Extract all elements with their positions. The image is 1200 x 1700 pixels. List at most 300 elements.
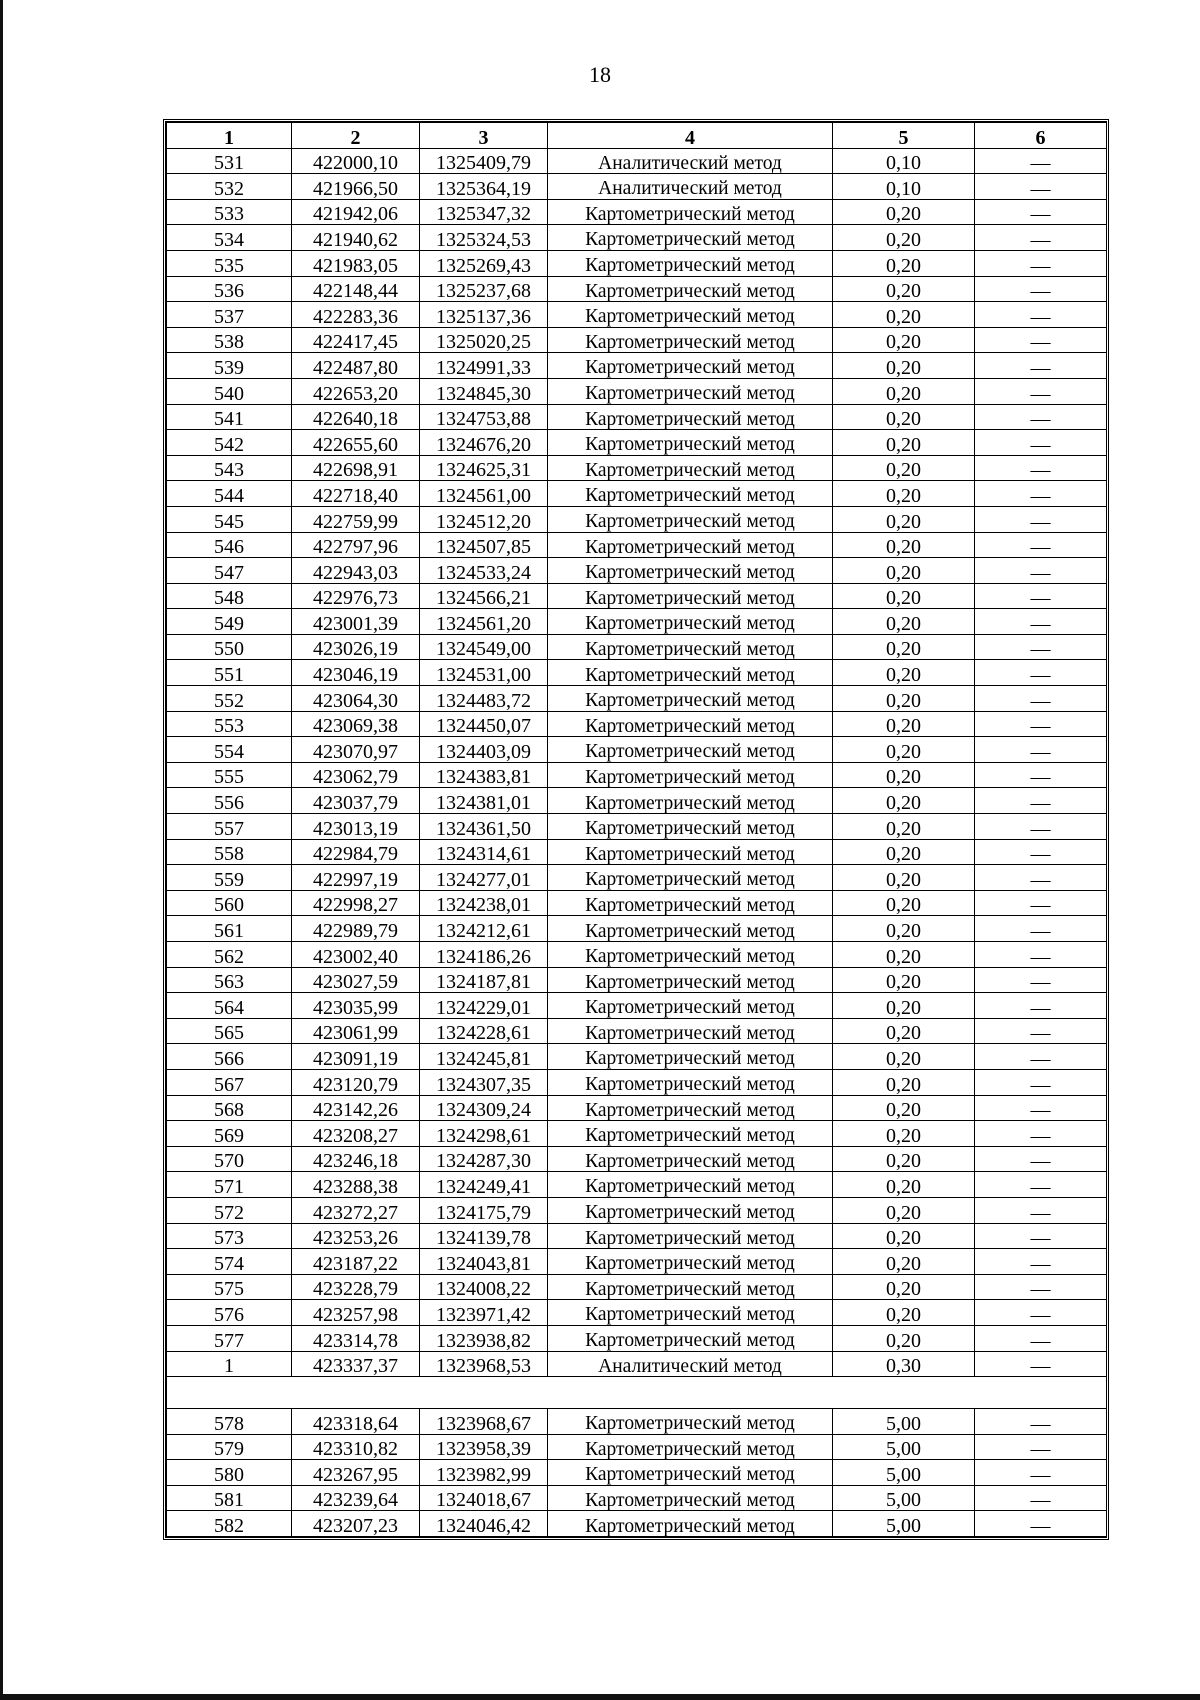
note-cell: — (975, 174, 1107, 200)
x-coordinate-cell: 421983,05 (292, 250, 420, 276)
method-cell: Картометрический метод (548, 762, 833, 788)
point-number-cell: 568 (167, 1095, 292, 1121)
method-cell: Картометрический метод (548, 481, 833, 507)
method-cell: Картометрический метод (548, 327, 833, 353)
point-number-cell: 546 (167, 532, 292, 558)
point-number-cell: 563 (167, 967, 292, 993)
table-row (167, 1146, 1107, 1172)
accuracy-cell: 0,20 (833, 686, 975, 712)
x-coordinate-cell: 422984,79 (292, 839, 420, 865)
point-number-cell: 576 (167, 1300, 292, 1326)
accuracy-cell: 0,20 (833, 583, 975, 609)
table-row (167, 1511, 1107, 1537)
accuracy-cell: 0,20 (833, 481, 975, 507)
x-coordinate-cell: 421940,62 (292, 225, 420, 251)
table-row (167, 506, 1107, 532)
x-coordinate-cell: 423208,27 (292, 1121, 420, 1147)
y-coordinate-cell: 1324991,33 (420, 353, 548, 379)
y-coordinate-cell: 1323968,53 (420, 1351, 548, 1377)
accuracy-cell: 0,20 (833, 967, 975, 993)
x-coordinate-cell: 422487,80 (292, 353, 420, 379)
accuracy-cell: 0,20 (833, 250, 975, 276)
table-row (167, 942, 1107, 968)
accuracy-cell: 0,20 (833, 302, 975, 328)
method-cell: Картометрический метод (548, 1300, 833, 1326)
table-row (167, 276, 1107, 302)
note-cell: — (975, 506, 1107, 532)
method-cell: Картометрический метод (548, 865, 833, 891)
point-number-cell: 537 (167, 302, 292, 328)
point-number-cell: 569 (167, 1121, 292, 1147)
x-coordinate-cell: 421966,50 (292, 174, 420, 200)
accuracy-cell: 0,20 (833, 1146, 975, 1172)
accuracy-cell: 0,20 (833, 506, 975, 532)
accuracy-cell: 0,20 (833, 455, 975, 481)
point-number-cell: 548 (167, 583, 292, 609)
note-cell: — (975, 250, 1107, 276)
y-coordinate-cell: 1324043,81 (420, 1249, 548, 1275)
table-row (167, 1069, 1107, 1095)
x-coordinate-cell: 423013,19 (292, 814, 420, 840)
x-coordinate-cell: 423272,27 (292, 1197, 420, 1223)
method-cell: Картометрический метод (548, 1095, 833, 1121)
point-number-cell: 541 (167, 404, 292, 430)
method-cell: Картометрический метод (548, 1044, 833, 1070)
x-coordinate-cell: 423239,64 (292, 1485, 420, 1511)
point-number-cell: 572 (167, 1197, 292, 1223)
point-number-cell: 575 (167, 1274, 292, 1300)
table-row (167, 762, 1107, 788)
point-number-cell: 581 (167, 1485, 292, 1511)
method-cell: Картометрический метод (548, 1197, 833, 1223)
note-cell: — (975, 455, 1107, 481)
method-cell: Аналитический метод (548, 148, 833, 174)
point-number-cell: 538 (167, 327, 292, 353)
method-cell: Картометрический метод (548, 660, 833, 686)
point-number-cell: 565 (167, 1018, 292, 1044)
point-number-cell: 533 (167, 199, 292, 225)
table-row (167, 1274, 1107, 1300)
table-row (167, 455, 1107, 481)
accuracy-cell: 0,20 (833, 404, 975, 430)
accuracy-cell: 0,10 (833, 148, 975, 174)
table-row (167, 609, 1107, 635)
x-coordinate-cell: 423046,19 (292, 660, 420, 686)
point-number-cell: 557 (167, 814, 292, 840)
note-cell: — (975, 890, 1107, 916)
point-number-cell: 550 (167, 634, 292, 660)
point-number-cell: 578 (167, 1409, 292, 1435)
point-number-cell: 1 (167, 1351, 292, 1377)
note-cell: — (975, 1197, 1107, 1223)
accuracy-cell: 0,20 (833, 1300, 975, 1326)
accuracy-cell: 0,10 (833, 174, 975, 200)
point-number-cell: 536 (167, 276, 292, 302)
x-coordinate-cell: 423064,30 (292, 686, 420, 712)
accuracy-cell: 0,20 (833, 890, 975, 916)
point-number-cell: 547 (167, 558, 292, 584)
note-cell: — (975, 1044, 1107, 1070)
point-number-cell: 570 (167, 1146, 292, 1172)
x-coordinate-cell: 423310,82 (292, 1434, 420, 1460)
accuracy-cell: 0,20 (833, 1249, 975, 1275)
x-coordinate-cell: 422759,99 (292, 506, 420, 532)
method-cell: Картометрический метод (548, 1485, 833, 1511)
accuracy-cell: 0,20 (833, 378, 975, 404)
y-coordinate-cell: 1325269,43 (420, 250, 548, 276)
point-number-cell: 567 (167, 1069, 292, 1095)
y-coordinate-cell: 1324361,50 (420, 814, 548, 840)
table-row (167, 1300, 1107, 1326)
y-coordinate-cell: 1324561,20 (420, 609, 548, 635)
method-cell: Картометрический метод (548, 1146, 833, 1172)
point-number-cell: 566 (167, 1044, 292, 1070)
note-cell: — (975, 532, 1107, 558)
note-cell: — (975, 225, 1107, 251)
point-number-cell: 532 (167, 174, 292, 200)
point-number-cell: 582 (167, 1511, 292, 1537)
note-cell: — (975, 1409, 1107, 1435)
x-coordinate-cell: 422640,18 (292, 404, 420, 430)
table-row (167, 327, 1107, 353)
y-coordinate-cell: 1325409,79 (420, 148, 548, 174)
method-cell: Картометрический метод (548, 609, 833, 635)
note-cell: — (975, 609, 1107, 635)
method-cell: Картометрический метод (548, 378, 833, 404)
table-row (167, 481, 1107, 507)
y-coordinate-cell: 1324549,00 (420, 634, 548, 660)
accuracy-cell: 0,20 (833, 993, 975, 1019)
note-cell: — (975, 993, 1107, 1019)
column-header: 1 (167, 123, 292, 149)
table-row (167, 302, 1107, 328)
accuracy-cell: 0,20 (833, 609, 975, 635)
point-number-cell: 573 (167, 1223, 292, 1249)
note-cell: — (975, 1460, 1107, 1486)
note-cell: — (975, 711, 1107, 737)
accuracy-cell: 5,00 (833, 1434, 975, 1460)
method-cell: Картометрический метод (548, 634, 833, 660)
x-coordinate-cell: 423187,22 (292, 1249, 420, 1275)
table-row (167, 993, 1107, 1019)
note-cell: — (975, 660, 1107, 686)
accuracy-cell: 0,20 (833, 660, 975, 686)
x-coordinate-cell: 423070,97 (292, 737, 420, 763)
method-cell: Картометрический метод (548, 890, 833, 916)
point-number-cell: 555 (167, 762, 292, 788)
y-coordinate-cell: 1324314,61 (420, 839, 548, 865)
x-coordinate-cell: 423091,19 (292, 1044, 420, 1070)
x-coordinate-cell: 422417,45 (292, 327, 420, 353)
point-number-cell: 539 (167, 353, 292, 379)
point-number-cell: 551 (167, 660, 292, 686)
note-cell: — (975, 1069, 1107, 1095)
x-coordinate-cell: 423120,79 (292, 1069, 420, 1095)
table-row (167, 199, 1107, 225)
point-number-cell: 553 (167, 711, 292, 737)
column-header: 2 (292, 123, 420, 149)
table-row (167, 558, 1107, 584)
point-number-cell: 554 (167, 737, 292, 763)
table-row (167, 1223, 1107, 1249)
point-number-cell: 559 (167, 865, 292, 891)
method-cell: Картометрический метод (548, 711, 833, 737)
table-row (167, 890, 1107, 916)
note-cell: — (975, 353, 1107, 379)
note-cell: — (975, 1351, 1107, 1377)
accuracy-cell: 0,20 (833, 532, 975, 558)
y-coordinate-cell: 1324450,07 (420, 711, 548, 737)
x-coordinate-cell: 422283,36 (292, 302, 420, 328)
x-coordinate-cell: 423142,26 (292, 1095, 420, 1121)
method-cell: Картометрический метод (548, 814, 833, 840)
accuracy-cell: 0,20 (833, 276, 975, 302)
y-coordinate-cell: 1324008,22 (420, 1274, 548, 1300)
x-coordinate-cell: 423035,99 (292, 993, 420, 1019)
x-coordinate-cell: 423337,37 (292, 1351, 420, 1377)
table-row (167, 660, 1107, 686)
coordinates-table (163, 119, 1109, 1540)
x-coordinate-cell: 422797,96 (292, 532, 420, 558)
table-row (167, 711, 1107, 737)
y-coordinate-cell: 1323968,67 (420, 1409, 548, 1435)
x-coordinate-cell: 423027,59 (292, 967, 420, 993)
y-coordinate-cell: 1325237,68 (420, 276, 548, 302)
table-row (167, 404, 1107, 430)
note-cell: — (975, 1325, 1107, 1351)
note-cell: — (975, 481, 1107, 507)
note-cell: — (975, 762, 1107, 788)
note-cell: — (975, 302, 1107, 328)
note-cell: — (975, 1095, 1107, 1121)
method-cell: Картометрический метод (548, 993, 833, 1019)
table-row (167, 1434, 1107, 1460)
table-row (167, 1018, 1107, 1044)
y-coordinate-cell: 1324018,67 (420, 1485, 548, 1511)
y-coordinate-cell: 1324566,21 (420, 583, 548, 609)
table-row (167, 353, 1107, 379)
method-cell: Картометрический метод (548, 1325, 833, 1351)
method-cell: Картометрический метод (548, 1172, 833, 1198)
point-number-cell: 574 (167, 1249, 292, 1275)
x-coordinate-cell: 422718,40 (292, 481, 420, 507)
accuracy-cell: 0,20 (833, 1223, 975, 1249)
table-row (167, 532, 1107, 558)
y-coordinate-cell: 1324307,35 (420, 1069, 548, 1095)
note-cell: — (975, 327, 1107, 353)
accuracy-cell: 0,20 (833, 1274, 975, 1300)
x-coordinate-cell: 423253,26 (292, 1223, 420, 1249)
x-coordinate-cell: 423002,40 (292, 942, 420, 968)
x-coordinate-cell: 422989,79 (292, 916, 420, 942)
table-row (167, 814, 1107, 840)
y-coordinate-cell: 1324753,88 (420, 404, 548, 430)
y-coordinate-cell: 1324512,20 (420, 506, 548, 532)
x-coordinate-cell: 422943,03 (292, 558, 420, 584)
point-number-cell: 577 (167, 1325, 292, 1351)
accuracy-cell: 5,00 (833, 1409, 975, 1435)
point-number-cell: 534 (167, 225, 292, 251)
method-cell: Аналитический метод (548, 174, 833, 200)
method-cell: Картометрический метод (548, 302, 833, 328)
column-header: 5 (833, 123, 975, 149)
y-coordinate-cell: 1324845,30 (420, 378, 548, 404)
table-row (167, 1409, 1107, 1435)
y-coordinate-cell: 1324561,00 (420, 481, 548, 507)
method-cell: Картометрический метод (548, 1223, 833, 1249)
x-coordinate-cell: 422976,73 (292, 583, 420, 609)
method-cell: Картометрический метод (548, 430, 833, 456)
method-cell: Картометрический метод (548, 916, 833, 942)
x-coordinate-cell: 423228,79 (292, 1274, 420, 1300)
accuracy-cell: 0,20 (833, 1044, 975, 1070)
point-number-cell: 531 (167, 148, 292, 174)
method-cell: Картометрический метод (548, 1409, 833, 1435)
table-row (167, 174, 1107, 200)
x-coordinate-cell: 423246,18 (292, 1146, 420, 1172)
accuracy-cell: 0,20 (833, 225, 975, 251)
point-number-cell: 549 (167, 609, 292, 635)
table-row (167, 1249, 1107, 1275)
y-coordinate-cell: 1325364,19 (420, 174, 548, 200)
x-coordinate-cell: 423257,98 (292, 1300, 420, 1326)
y-coordinate-cell: 1324403,09 (420, 737, 548, 763)
point-number-cell: 540 (167, 378, 292, 404)
note-cell: — (975, 378, 1107, 404)
method-cell: Картометрический метод (548, 942, 833, 968)
point-number-cell: 564 (167, 993, 292, 1019)
y-coordinate-cell: 1323958,39 (420, 1434, 548, 1460)
note-cell: — (975, 404, 1107, 430)
y-coordinate-cell: 1324383,81 (420, 762, 548, 788)
y-coordinate-cell: 1324212,61 (420, 916, 548, 942)
x-coordinate-cell: 423001,39 (292, 609, 420, 635)
page-number: 18 (589, 62, 611, 87)
x-coordinate-cell: 422655,60 (292, 430, 420, 456)
accuracy-cell: 0,20 (833, 634, 975, 660)
method-cell: Картометрический метод (548, 1069, 833, 1095)
accuracy-cell: 0,20 (833, 762, 975, 788)
point-number-cell: 552 (167, 686, 292, 712)
y-coordinate-cell: 1325137,36 (420, 302, 548, 328)
x-coordinate-cell: 422653,20 (292, 378, 420, 404)
y-coordinate-cell: 1324676,20 (420, 430, 548, 456)
y-coordinate-cell: 1324228,61 (420, 1018, 548, 1044)
method-cell: Картометрический метод (548, 532, 833, 558)
table-row (167, 430, 1107, 456)
y-coordinate-cell: 1325020,25 (420, 327, 548, 353)
table-row (167, 250, 1107, 276)
method-cell: Картометрический метод (548, 276, 833, 302)
table-row (167, 788, 1107, 814)
note-cell: — (975, 686, 1107, 712)
y-coordinate-cell: 1324249,41 (420, 1172, 548, 1198)
table-row (167, 1172, 1107, 1198)
note-cell: — (975, 583, 1107, 609)
y-coordinate-cell: 1323938,82 (420, 1325, 548, 1351)
note-cell: — (975, 276, 1107, 302)
method-cell: Картометрический метод (548, 1274, 833, 1300)
note-cell: — (975, 1146, 1107, 1172)
method-cell: Картометрический метод (548, 353, 833, 379)
method-cell: Картометрический метод (548, 1460, 833, 1486)
x-coordinate-cell: 423207,23 (292, 1511, 420, 1537)
table-row (167, 1197, 1107, 1223)
table-row (167, 1121, 1107, 1147)
y-coordinate-cell: 1324139,78 (420, 1223, 548, 1249)
note-cell: — (975, 1172, 1107, 1198)
note-cell: — (975, 1018, 1107, 1044)
y-coordinate-cell: 1324229,01 (420, 993, 548, 1019)
accuracy-cell: 0,20 (833, 1325, 975, 1351)
y-coordinate-cell: 1324187,81 (420, 967, 548, 993)
point-number-cell: 556 (167, 788, 292, 814)
table-row (167, 839, 1107, 865)
table-header-row (167, 123, 1107, 149)
table-row (167, 634, 1107, 660)
method-cell: Картометрический метод (548, 455, 833, 481)
note-cell: — (975, 1249, 1107, 1275)
note-cell: — (975, 788, 1107, 814)
point-number-cell: 558 (167, 839, 292, 865)
note-cell: — (975, 199, 1107, 225)
accuracy-cell: 0,20 (833, 737, 975, 763)
accuracy-cell: 0,20 (833, 1121, 975, 1147)
method-cell: Картометрический метод (548, 583, 833, 609)
table-row (167, 225, 1107, 251)
accuracy-cell: 0,20 (833, 1197, 975, 1223)
point-number-cell: 542 (167, 430, 292, 456)
y-coordinate-cell: 1324533,24 (420, 558, 548, 584)
note-cell: — (975, 814, 1107, 840)
note-cell: — (975, 558, 1107, 584)
note-cell: — (975, 839, 1107, 865)
note-cell: — (975, 148, 1107, 174)
y-coordinate-cell: 1324507,85 (420, 532, 548, 558)
y-coordinate-cell: 1324309,24 (420, 1095, 548, 1121)
table-row (167, 1485, 1107, 1511)
table-row (167, 686, 1107, 712)
y-coordinate-cell: 1324531,00 (420, 660, 548, 686)
note-cell: — (975, 1300, 1107, 1326)
note-cell: — (975, 1434, 1107, 1460)
accuracy-cell: 0,20 (833, 839, 975, 865)
note-cell: — (975, 1121, 1107, 1147)
x-coordinate-cell: 422698,91 (292, 455, 420, 481)
x-coordinate-cell: 423267,95 (292, 1460, 420, 1486)
y-coordinate-cell: 1324287,30 (420, 1146, 548, 1172)
table-row (167, 148, 1107, 174)
empty-cell (167, 1377, 1107, 1409)
x-coordinate-cell: 422997,19 (292, 865, 420, 891)
accuracy-cell: 0,20 (833, 1172, 975, 1198)
method-cell: Картометрический метод (548, 404, 833, 430)
point-number-cell: 561 (167, 916, 292, 942)
method-cell: Картометрический метод (548, 199, 833, 225)
method-cell: Картометрический метод (548, 558, 833, 584)
note-cell: — (975, 1511, 1107, 1537)
x-coordinate-cell: 422148,44 (292, 276, 420, 302)
x-coordinate-cell: 423318,64 (292, 1409, 420, 1435)
scan-edge-left (0, 0, 3, 1700)
column-header: 4 (548, 123, 833, 149)
column-header: 6 (975, 123, 1107, 149)
x-coordinate-cell: 423288,38 (292, 1172, 420, 1198)
y-coordinate-cell: 1324238,01 (420, 890, 548, 916)
method-cell: Картометрический метод (548, 1018, 833, 1044)
accuracy-cell: 0,30 (833, 1351, 975, 1377)
accuracy-cell: 0,20 (833, 1069, 975, 1095)
